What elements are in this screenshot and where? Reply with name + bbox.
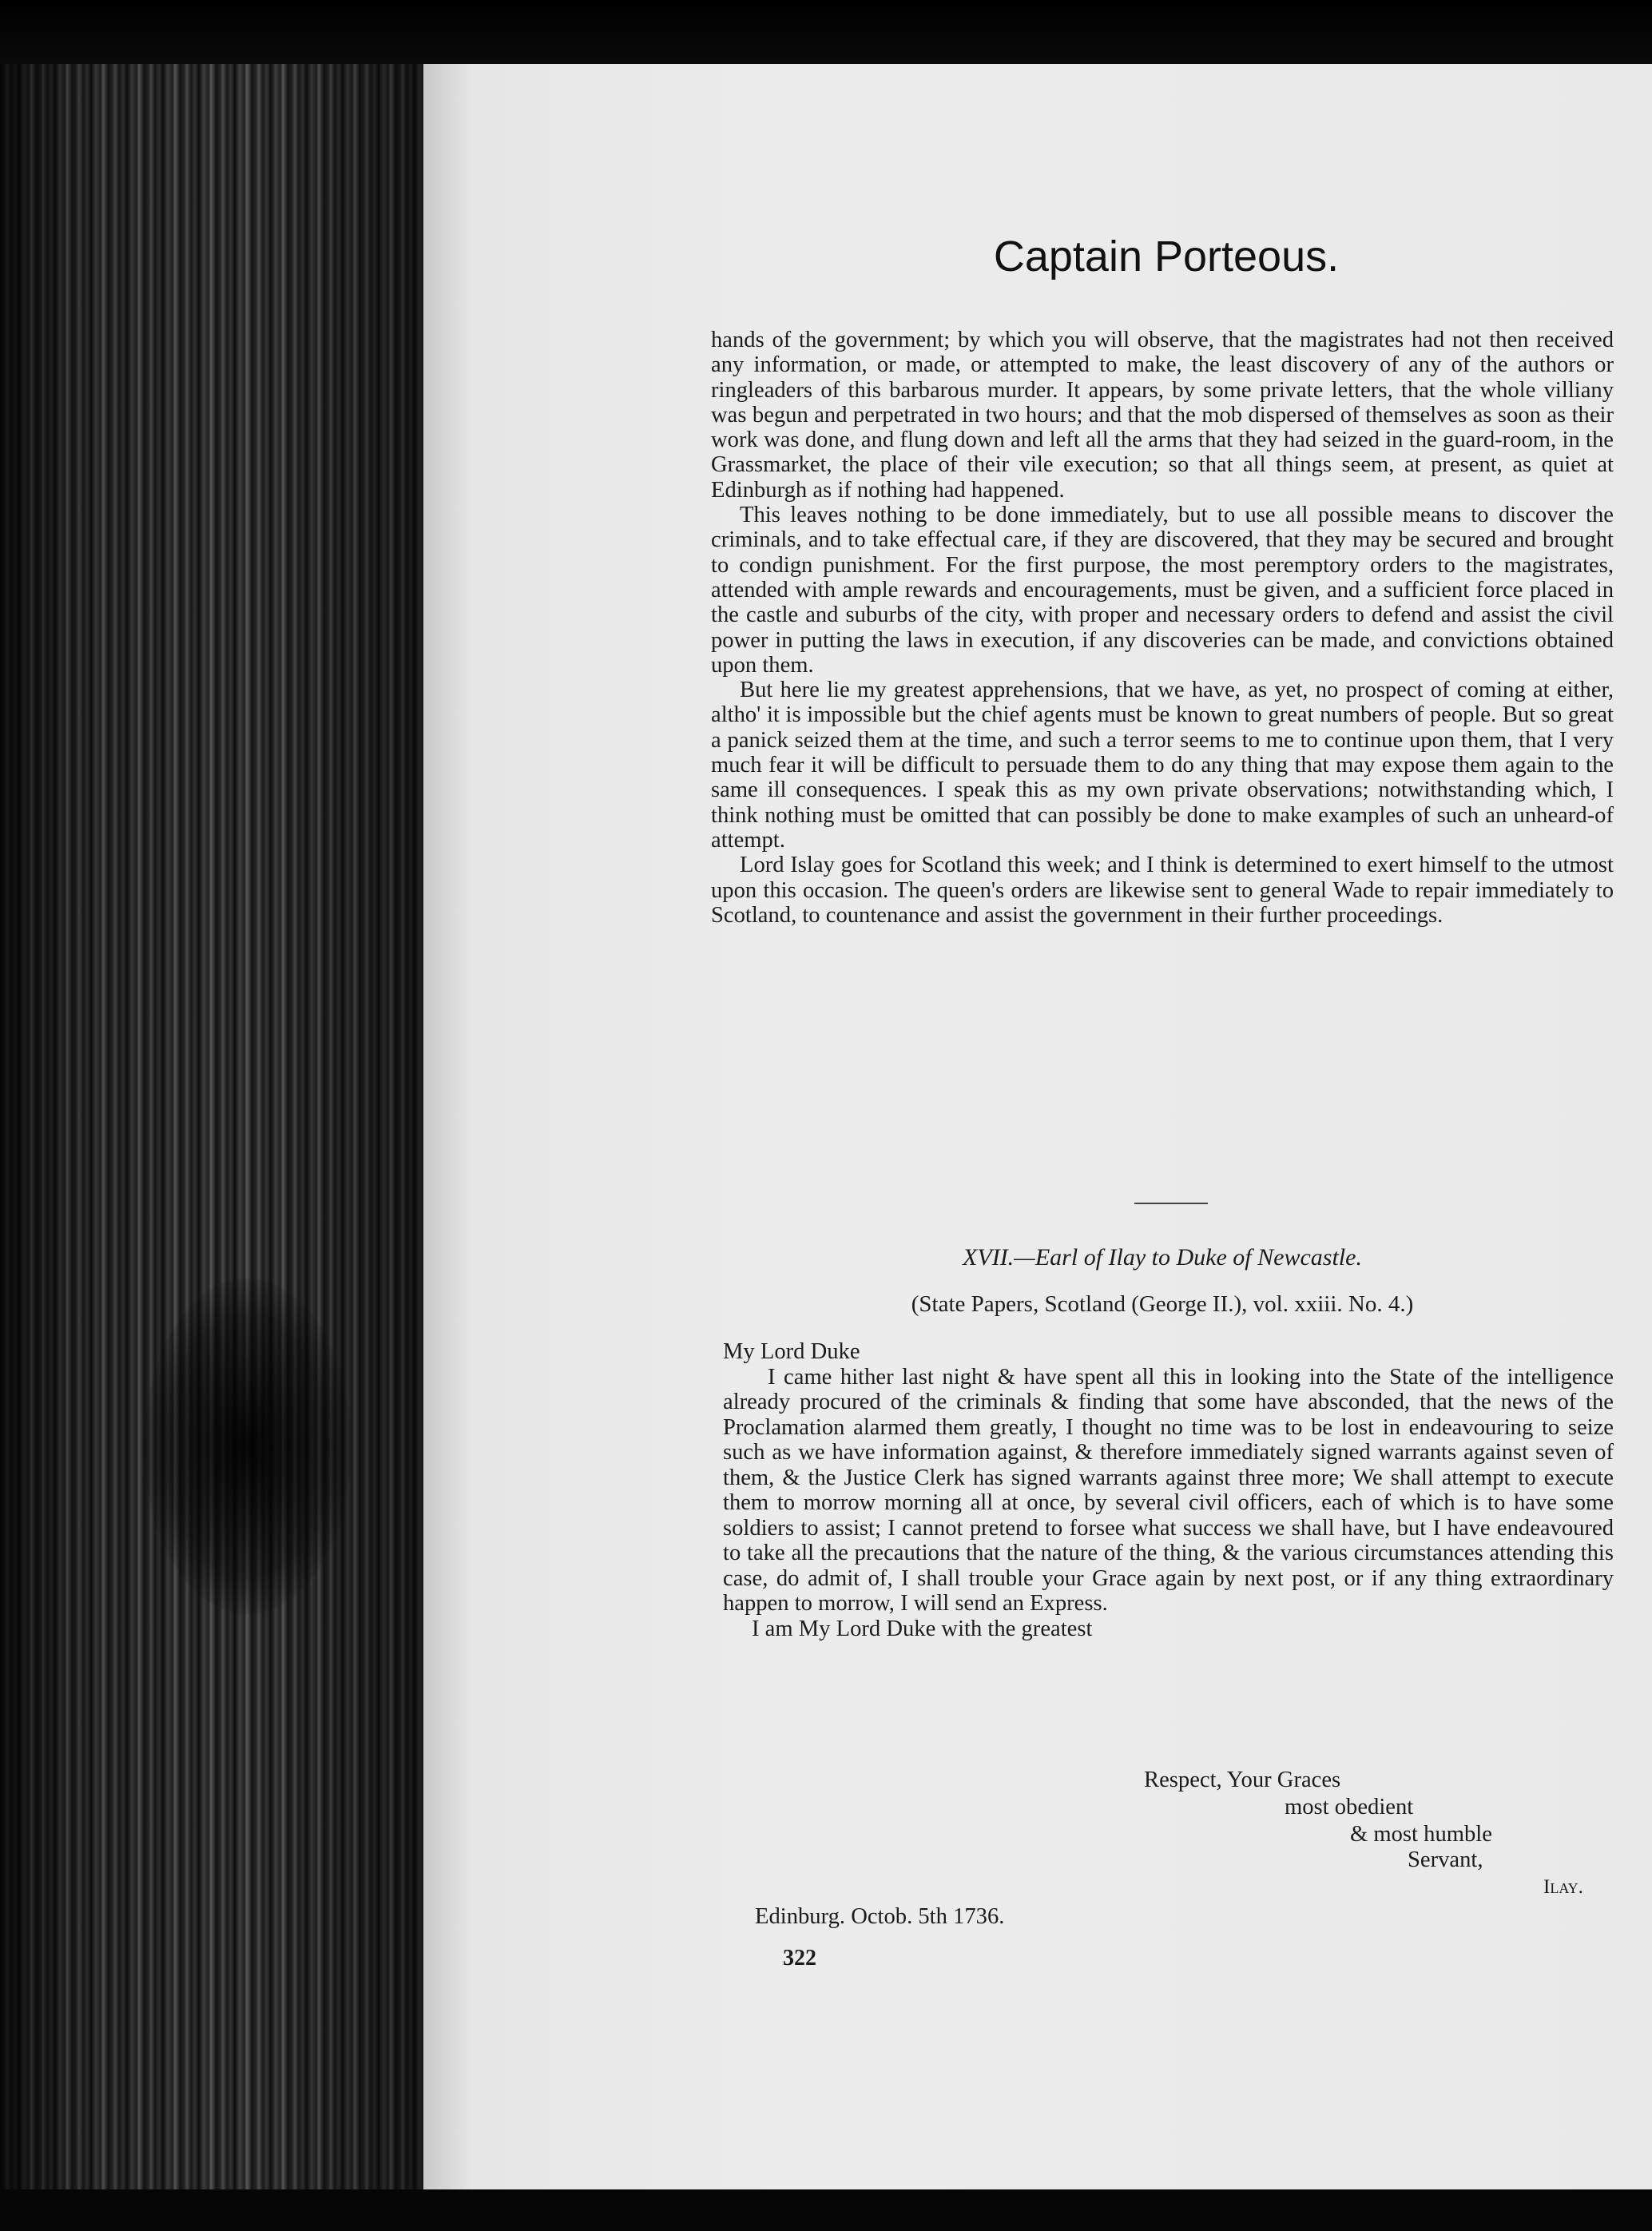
paragraph: Lord Islay goes for Scotland this week; and I think is determined to exert himself to the utmost upon this occasion. The queen's orders are likewise sent to general Wade to repair immediately to Scotland, to countenance and assist the government in their further proceedings. — [711, 853, 1614, 928]
section-divider — [1134, 1203, 1208, 1204]
section-heading: XVII.—Earl of Ilay to Duke of Newcastle. — [963, 1244, 1362, 1271]
paragraph: This leaves nothing to be done immediately, but to use all possible means to discover the criminals, and to take effectual care, if they are discovered, that they may be secured and brought to condign punishment. For the first purpose, the most peremptory orders to the magistrates, attended with ample rewards and encouragements, must be given, and a sufficient force placed in the castle and suburbs of the city, with proper and necessary orders to defend and assist the civil power in putting the laws in execution, if any discoveries can be made, and convictions obtained upon them. — [711, 503, 1614, 678]
paragraph: hands of the government; by which you will observe, that the magistrates had not then received any information, or made, or attempted to make, the least discovery of any of the authors or ringleaders of this barbarous murder. It appears, by some private letters, that the whole villiany was begun and perpetrated in two hours; and that the mob dispersed of themselves as soon as their work was done, and flung down and left all the arms that they had seized in the guard-room, in the Grassmarket, the place of their vile execution; so that all things seem, at present, as quiet at Edinburgh as if nothing had happened. — [711, 328, 1614, 503]
spine-stain — [144, 1279, 351, 1614]
letter-closing: I am My Lord Duke with the greatest — [752, 1616, 1093, 1641]
paragraph: But here lie my greatest apprehensions, that we have, as yet, no prospect of coming at either, altho' it is impossible but the chief agents must be known to great numbers of people. But so great a panick seized them at the time, and such a terror seems to me to continue upon them, that I very much fear it will be difficult to persuade them to do any thing that may expose them again to the same ill consequences. I speak this as my own private observations; notwithstanding which, I think nothing must be omitted that can possibly be done to make examples of such an unheard-of attempt. — [711, 678, 1614, 853]
scan-top-border — [0, 0, 1652, 64]
body-text — [711, 328, 1614, 928]
page-number: 322 — [783, 1946, 816, 1971]
letter-body: I came hither last night & have spent all this in looking into the State of the intelligence already procured of the criminals & finding that some have absconded, that the news of the Proclamation alarmed them greatly, I thought no time was to be lost in endeavouring to seize such as we have information against, & therefore immediately signed warrants against seven of them, & the Justice Clerk has signed warrants against three more; We shall attempt to execute them to morrow morning all at once, by several civil officers, each of which is to have some soldiers to assist; I cannot pretend to forsee what success we shall have, but I have endeavoured to take all the precautions that the nature of the thing, & the various circumstances attending this case, do admit of, I shall trouble your Grace again by next post, or if any thing extraordinary happen to morrow, I will send an Express. — [723, 1364, 1614, 1616]
sign-off-line: Servant, — [1408, 1847, 1483, 1872]
letter — [723, 1339, 1614, 1641]
running-title: Captain Porteous. — [993, 233, 1340, 280]
sign-off-line: & most humble — [1350, 1822, 1492, 1847]
signature: Ilay. — [1543, 1876, 1583, 1898]
scan-bottom-border — [0, 2189, 1652, 2231]
spine-shadow — [0, 0, 431, 2231]
letter-salutation: My Lord Duke — [723, 1339, 860, 1364]
place-and-date: Edinburg. Octob. 5th 1736. — [755, 1904, 1005, 1929]
sign-off-line: most obedient — [1285, 1795, 1414, 1819]
sign-off-line: Respect, Your Graces — [1144, 1768, 1341, 1792]
source-citation: (State Papers, Scotland (George II.), vol. xxiii. No. 4.) — [911, 1291, 1414, 1317]
